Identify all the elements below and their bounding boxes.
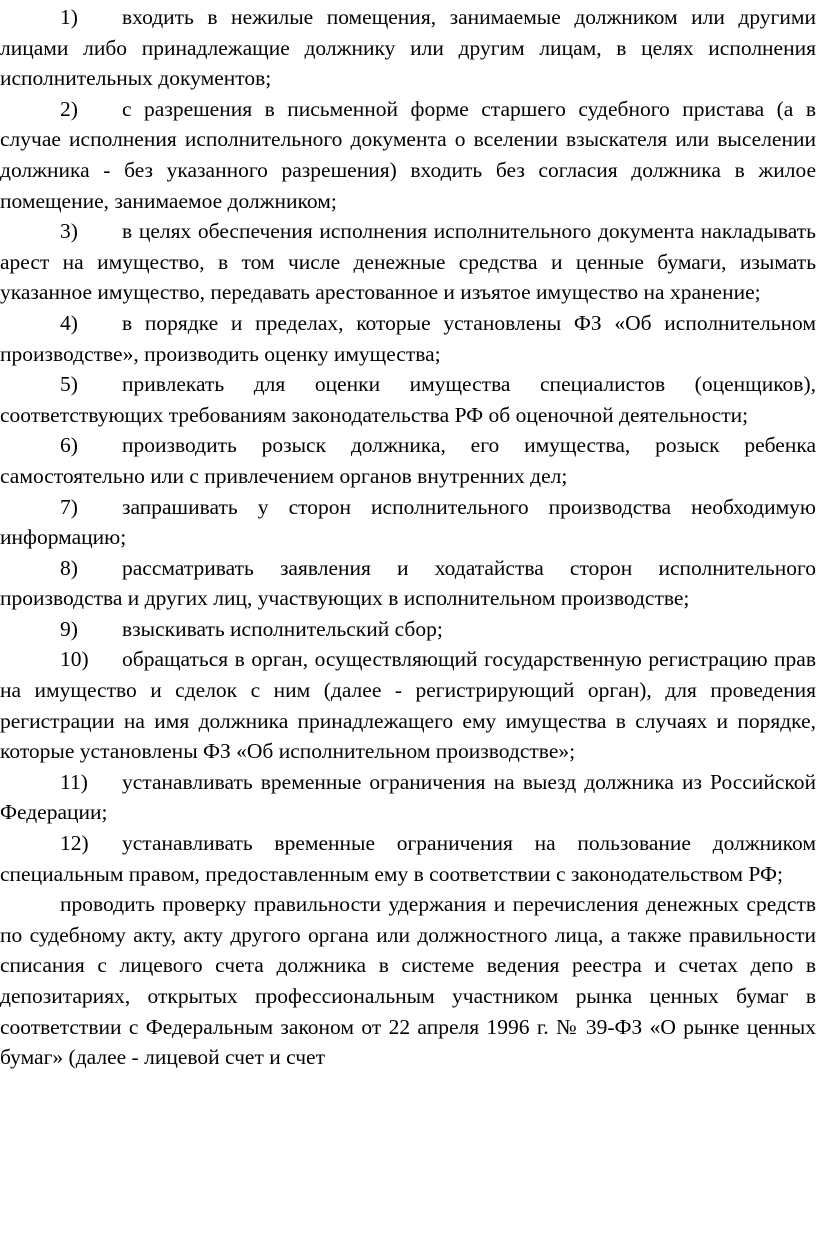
- list-item: [0, 492, 816, 553]
- item-text: взыскивать исполнительский сбор;: [122, 616, 443, 641]
- item-number: 1): [60, 5, 78, 29]
- item-text: обращаться в орган, осуществляющий государственную регистрацию прав на имущество и сделок с ним (далее - регистрирующий орган), для проведения регистрации на имя должника принадлежащего ему имущества в случаях и порядке, которые установлены ФЗ «Об исполнительном производстве»;: [0, 647, 816, 764]
- list-item: [0, 430, 816, 491]
- list-item: [0, 216, 816, 308]
- item-text: входить в нежилые помещения, занимаемые должником или другими лицами либо принадлежащие должнику или другим лицам, в целях исполнения исполнительных документов;: [0, 5, 816, 91]
- item-number: 5): [60, 372, 78, 397]
- item-number: 6): [60, 433, 78, 458]
- item-text: в порядке и пределах, которые установлены ФЗ «Об исполнительном производстве», производить оценку имущества;: [0, 310, 816, 366]
- item-number: 9): [60, 616, 78, 641]
- list-item: [0, 767, 816, 828]
- item-text: с разрешения в письменной форме старшего судебного пристава (а в случае исполнения исполнительного документа о вселении взыскателя или выселении должника - без указанного разрешения) входить без согласия должника в жилое помещение, занимаемое должником;: [0, 96, 816, 213]
- list-item: [0, 369, 816, 430]
- item-number: 10): [60, 647, 89, 672]
- item-text: в целях обеспечения исполнения исполнительного документа накладывать арест на имущество, в том числе денежные средства и ценные бумаги, изымать указанное имущество, передавать арестованное и изъятое имущество на хранение;: [0, 219, 816, 305]
- item-number: 2): [60, 96, 78, 121]
- list-item: [0, 308, 816, 369]
- list-item: [0, 2, 816, 94]
- list-item: [0, 553, 816, 614]
- list-item: [0, 644, 816, 766]
- list-item: [0, 94, 816, 216]
- item-text: рассматривать заявления и ходатайства сторон исполнительного производства и других лиц, участвующих в исполнительном производстве;: [0, 555, 816, 611]
- item-number: 7): [60, 494, 78, 519]
- closing-paragraph: проводить проверку правильности удержания и перечисления денежных средств по судебному акту, акту другого органа или должностного лица, а также правильности списания с лицевого счета должника в системе ведения реестра и счетах депо в депозитариях, открытых профессиональным участником рынка ценных бумаг в соответствии с Федеральным законом от 22 апреля 1996 г. № 39-ФЗ «О рынке ценных бумаг» (далее - лицевой счет и счет: [0, 892, 816, 1070]
- list-item: [0, 828, 816, 889]
- item-number: 8): [60, 555, 78, 580]
- item-text: устанавливать временные ограничения на пользование должником специальным правом, предоставленным ему в соответствии с законодательством РФ;: [0, 831, 816, 886]
- item-text: привлекать для оценки имущества специалистов (оценщиков), соответствующих требованиям законодательства РФ об оценочной деятельности;: [0, 372, 816, 427]
- item-number: 11): [60, 769, 88, 794]
- item-number: 3): [60, 219, 78, 244]
- item-number: 4): [60, 310, 78, 335]
- item-text: производить розыск должника, его имущества, розыск ребенка самостоятельно или с привлечением органов внутренних дел;: [0, 433, 816, 488]
- item-text: запрашивать у сторон исполнительного производства необходимую информацию;: [0, 494, 816, 550]
- item-text: устанавливать временные ограничения на выезд должника из Российской Федерации;: [0, 769, 816, 825]
- item-number: 12): [60, 831, 89, 856]
- list-item: [0, 614, 816, 645]
